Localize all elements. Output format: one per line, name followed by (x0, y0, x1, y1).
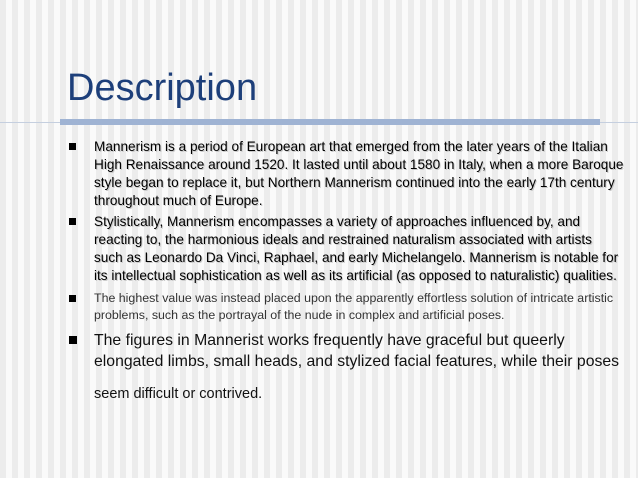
bullet-text-continuation: seem difficult or contrived. (94, 386, 263, 402)
bullet-item (68, 330, 624, 404)
bullet-item (68, 138, 624, 210)
square-bullet-icon (69, 336, 77, 344)
bullet-list (68, 138, 624, 404)
bullet-text: The highest value was instead placed upon the apparently effortless solution of intricate artistic problems, such as the portrayal of the nude in complex and artificial poses. (94, 291, 614, 322)
bullet-item (68, 290, 624, 323)
slide-title: Description (67, 67, 258, 109)
square-bullet-icon (69, 218, 76, 225)
title-divider-bar (60, 119, 600, 125)
bullet-text: Mannerism is a period of European art that emerged from the later years of the Italian High Renaissance around 1520. It lasted until about 1580 in Italy, when a more Baroque style began to replace it, but Northern Mannerism continued into the early 17th century throughout much of Europe. (94, 139, 624, 208)
square-bullet-icon (69, 143, 76, 150)
bullet-text: The figures in Mannerist works frequently have graceful but queerly elongated limbs, small heads, and stylized facial features, while their poses (94, 332, 620, 370)
bullet-item (68, 213, 624, 285)
bullet-text: Stylistically, Mannerism encompasses a variety of approaches influenced by, and reacting to, the harmonious ideals and restrained naturalism associated with artists such as Leonardo Da Vinci, Raphael, and early Michelangelo. Mannerism is notable for its intellectual sophistication as well as its artificial (as opposed to naturalistic) qualities. (94, 214, 619, 283)
square-bullet-icon (69, 295, 76, 302)
